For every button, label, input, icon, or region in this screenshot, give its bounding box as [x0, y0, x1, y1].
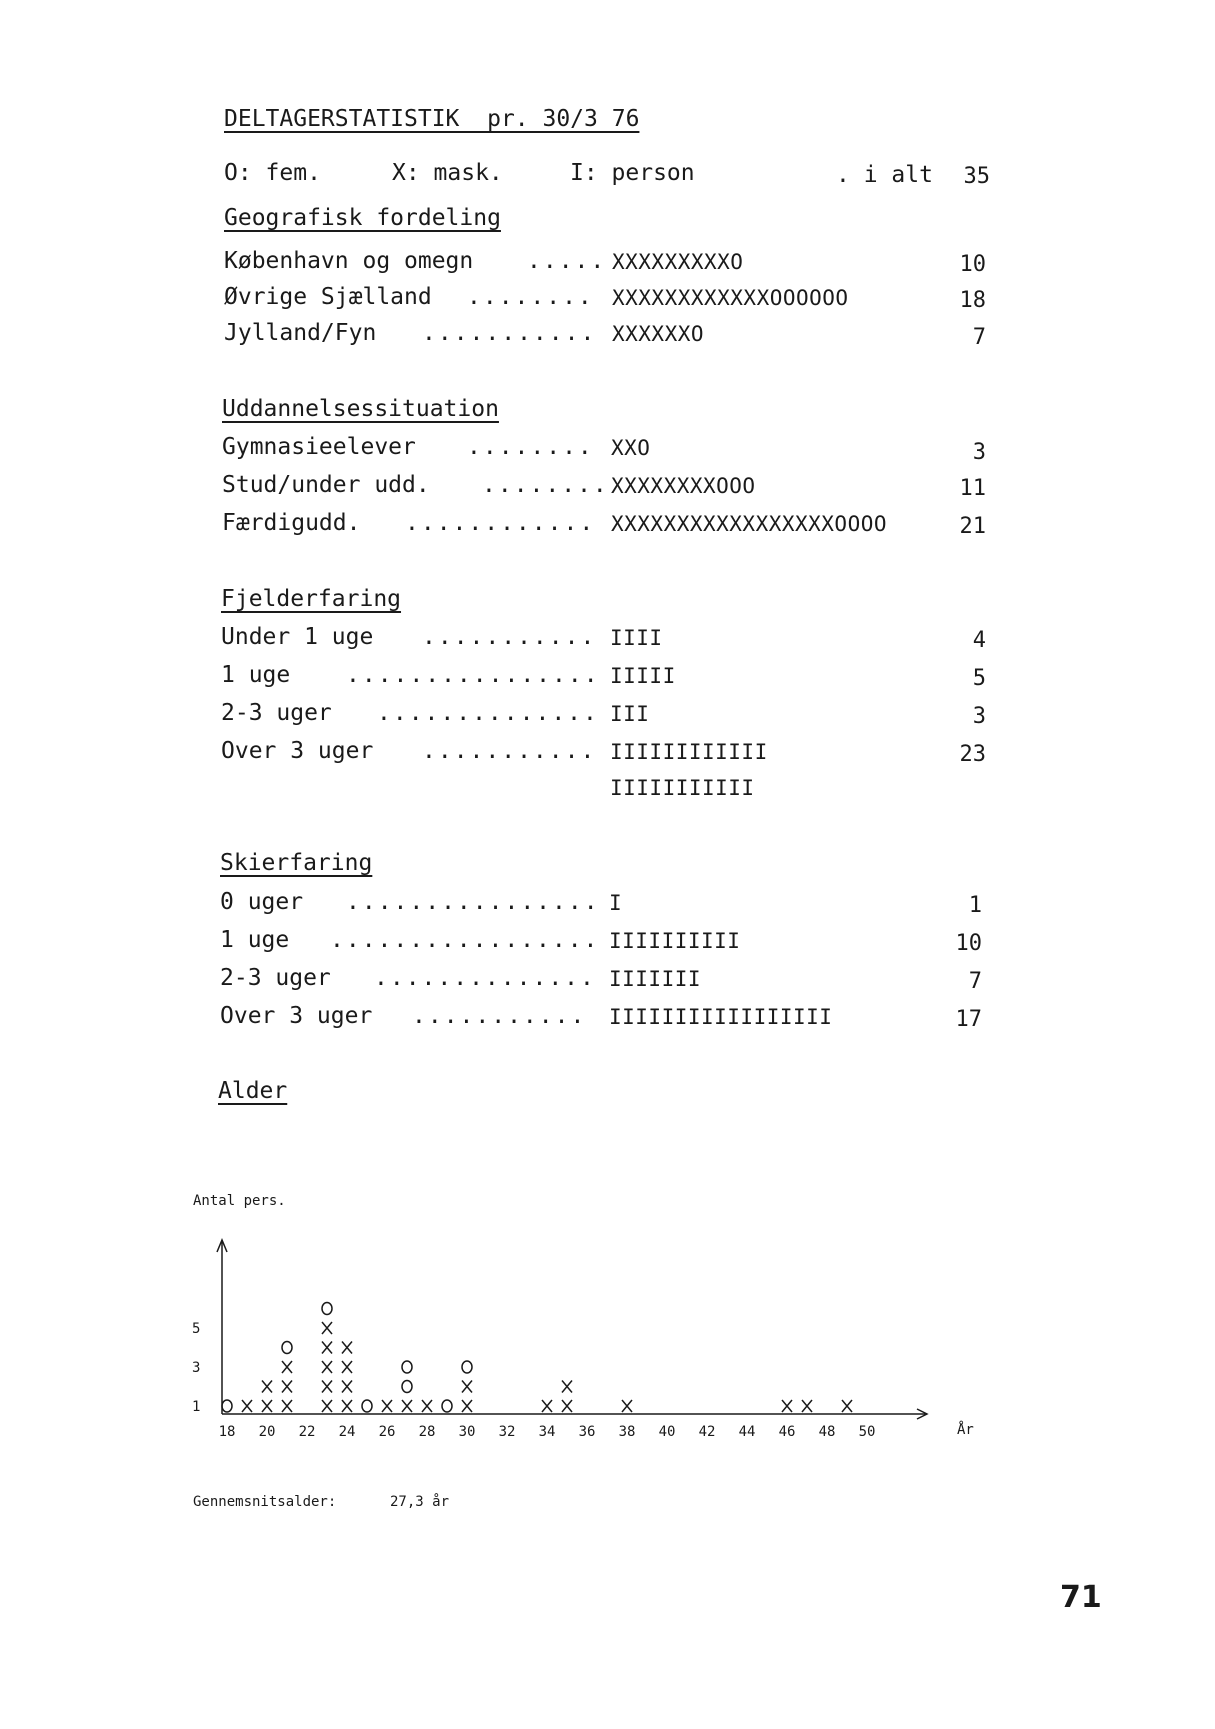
- row-leader: ..............: [374, 965, 596, 991]
- row-label: Under 1 uge: [221, 624, 374, 650]
- row-label: 1 uge: [221, 662, 291, 688]
- x-tick-label: 22: [298, 1424, 316, 1440]
- data-point-fem: [442, 1400, 452, 1412]
- row-count: 11: [959, 476, 986, 501]
- row-symbols: IIII: [610, 626, 663, 650]
- row-symbols: IIIIIIIIIIII: [610, 740, 768, 764]
- row-count: 3: [972, 704, 986, 729]
- row-leader: ............: [405, 510, 596, 536]
- data-point-mask: [782, 1400, 792, 1412]
- row-symbols: IIIIIII: [609, 967, 702, 991]
- data-point-mask: [262, 1400, 272, 1412]
- row-count: 23: [959, 742, 986, 767]
- row-leader: .................: [330, 927, 600, 953]
- age-chart: [160, 1190, 980, 1450]
- row-label: Over 3 uger: [220, 1003, 373, 1029]
- row-leader: ...........: [422, 624, 597, 650]
- row-symbols: XXXXXXO: [612, 322, 705, 346]
- row-label: København og omegn: [224, 248, 474, 274]
- section-heading-skierfaring: Skierfaring: [220, 850, 373, 876]
- data-point-mask: [322, 1322, 332, 1334]
- average-label: Gennemsnitsalder:: [193, 1494, 337, 1510]
- x-tick-label: 28: [418, 1424, 436, 1440]
- data-point-mask: [802, 1400, 812, 1412]
- data-point-mask: [342, 1381, 352, 1393]
- x-tick-label: 20: [258, 1424, 276, 1440]
- row-count: 4: [972, 628, 986, 653]
- row-label: Øvrige Sjælland: [224, 284, 432, 310]
- x-tick-label: 46: [778, 1424, 796, 1440]
- legend-mask: X: mask.: [392, 160, 503, 186]
- data-point-mask: [282, 1381, 292, 1393]
- data-point-mask: [242, 1400, 252, 1412]
- row-leader: ........: [482, 472, 609, 498]
- x-tick-label: 48: [818, 1424, 836, 1440]
- row-label: Jylland/Fyn: [224, 320, 377, 346]
- row-count: 10: [959, 252, 986, 277]
- row-leader: ...........: [422, 320, 597, 346]
- row-symbols: XXXXXXXXXO: [612, 250, 744, 274]
- row-symbols: XXXXXXXXOOO: [611, 474, 756, 498]
- row-count: 3: [972, 440, 986, 465]
- row-leader: ...........: [412, 1003, 587, 1029]
- row-leader: ................: [346, 662, 600, 688]
- row-label: 2-3 uger: [220, 965, 331, 991]
- row-label: 2-3 uger: [221, 700, 332, 726]
- data-point-mask: [322, 1400, 332, 1412]
- average-value: 27,3 år: [390, 1494, 450, 1510]
- row-label: Gymnasieelever: [222, 434, 416, 460]
- row-label: 1 uge: [220, 927, 290, 953]
- data-point-mask: [282, 1400, 292, 1412]
- data-point-mask: [262, 1381, 272, 1393]
- row-count: 17: [955, 1007, 982, 1032]
- data-point-fem: [322, 1303, 332, 1315]
- y-tick-label: 1: [192, 1399, 201, 1415]
- row-leader: ..............: [377, 700, 599, 726]
- x-tick-label: 18: [218, 1424, 236, 1440]
- row-count: 7: [972, 325, 986, 350]
- data-point-fem: [402, 1361, 412, 1373]
- data-point-mask: [322, 1342, 332, 1354]
- x-tick-label: 50: [858, 1424, 876, 1440]
- row-symbols: I: [609, 891, 623, 915]
- data-point-mask: [282, 1361, 292, 1373]
- data-point-fem: [282, 1342, 292, 1354]
- x-tick-label: 42: [698, 1424, 716, 1440]
- row-count: 7: [968, 969, 982, 994]
- data-point-mask: [462, 1381, 472, 1393]
- data-point-fem: [402, 1381, 412, 1393]
- row-count: 10: [955, 931, 982, 956]
- legend-person: I: person: [570, 160, 695, 186]
- row-leader: ........: [467, 284, 594, 310]
- row-leader: ...........: [422, 738, 597, 764]
- y-tick-label: 3: [192, 1360, 201, 1376]
- data-point-mask: [562, 1400, 572, 1412]
- data-point-mask: [322, 1381, 332, 1393]
- x-tick-label: 34: [538, 1424, 556, 1440]
- row-label: Over 3 uger: [221, 738, 374, 764]
- x-tick-label: 44: [738, 1424, 756, 1440]
- row-label: 0 uger: [220, 889, 304, 915]
- data-point-mask: [462, 1400, 472, 1412]
- row-label: Færdigudd.: [222, 510, 361, 536]
- row-symbols: III: [610, 702, 650, 726]
- row-symbols: XXXXXXXXXXXXOOOOOO: [612, 286, 849, 310]
- x-tick-label: 40: [658, 1424, 676, 1440]
- data-point-mask: [562, 1381, 572, 1393]
- row-symbols: IIIII: [610, 664, 676, 688]
- row-label: Stud/under udd.: [222, 472, 430, 498]
- data-point-mask: [342, 1400, 352, 1412]
- row-count: 21: [959, 514, 986, 539]
- data-point-fem: [362, 1400, 372, 1412]
- x-tick-label: 32: [498, 1424, 516, 1440]
- legend-total-label: . i alt: [836, 162, 933, 188]
- x-tick-label: 30: [458, 1424, 476, 1440]
- legend-total-value: 35: [963, 164, 990, 189]
- row-leader: .....: [527, 248, 607, 274]
- data-point-mask: [542, 1400, 552, 1412]
- row-symbols: IIIIIIIIII: [609, 929, 741, 953]
- data-point-mask: [322, 1361, 332, 1373]
- data-point-mask: [842, 1400, 852, 1412]
- y-axis-label: Antal pers.: [193, 1193, 286, 1209]
- row-symbols: XXXXXXXXXXXXXXXXXOOOO: [611, 512, 888, 536]
- legend-fem: O: fem.: [224, 160, 321, 186]
- data-point-mask: [402, 1400, 412, 1412]
- row-count: 5: [972, 666, 986, 691]
- data-point-mask: [382, 1400, 392, 1412]
- y-tick-label: 5: [192, 1321, 201, 1337]
- row-symbols: XXO: [611, 436, 651, 460]
- data-point-mask: [622, 1400, 632, 1412]
- row-symbols: IIIIIIIIIIIIIIIII: [609, 1005, 833, 1029]
- x-tick-label: 38: [618, 1424, 636, 1440]
- x-tick-label: 36: [578, 1424, 596, 1440]
- page-title: DELTAGERSTATISTIK pr. 30/3 76: [224, 106, 640, 132]
- x-tick-label: 24: [338, 1424, 356, 1440]
- row-symbols-continued: IIIIIIIIIII: [610, 776, 755, 800]
- section-heading-uddannelse: Uddannelsessituation: [222, 396, 499, 422]
- data-point-fem: [462, 1361, 472, 1373]
- row-leader: ........: [467, 434, 594, 460]
- data-point-mask: [342, 1361, 352, 1373]
- section-heading-alder: Alder: [218, 1078, 288, 1104]
- data-point-fem: [222, 1400, 232, 1412]
- x-axis-label: År: [957, 1422, 974, 1438]
- row-count: 1: [968, 893, 982, 918]
- row-count: 18: [959, 288, 986, 313]
- data-point-mask: [342, 1342, 352, 1354]
- section-heading-fjelderfaring: Fjelderfaring: [221, 586, 402, 612]
- page-number: 71: [1060, 1580, 1102, 1615]
- x-tick-label: 26: [378, 1424, 396, 1440]
- data-point-mask: [422, 1400, 432, 1412]
- section-heading-geografisk: Geografisk fordeling: [224, 205, 501, 231]
- row-leader: ................: [346, 889, 600, 915]
